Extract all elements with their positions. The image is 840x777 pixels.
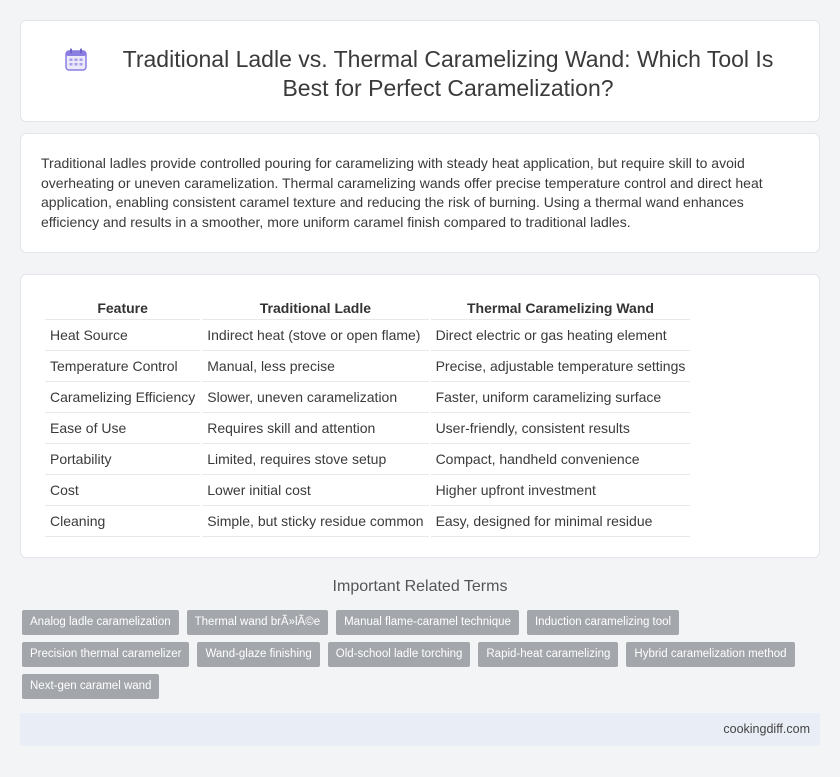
table-cell: Compact, handheld convenience <box>431 444 691 475</box>
table-cell: Faster, uniform caramelizing surface <box>431 382 691 413</box>
table-cell: Slower, uneven caramelization <box>202 382 428 413</box>
table-header-row <box>45 297 690 320</box>
related-term-tag[interactable]: Next-gen caramel wand <box>22 674 159 699</box>
tag-row <box>22 610 822 635</box>
table-cell: Higher upfront investment <box>431 475 691 506</box>
table-cell: Direct electric or gas heating element <box>431 320 691 351</box>
related-term-tag[interactable]: Precision thermal caramelizer <box>22 642 189 667</box>
table-cell: Cleaning <box>45 506 200 537</box>
comparison-card <box>20 274 820 558</box>
table-cell: Heat Source <box>45 320 200 351</box>
table-cell: Limited, requires stove setup <box>202 444 428 475</box>
related-term-tag[interactable]: Wand-glaze finishing <box>197 642 319 667</box>
table-cell: Portability <box>45 444 200 475</box>
table-cell: Easy, designed for minimal residue <box>431 506 691 537</box>
table-cell: Indirect heat (stove or open flame) <box>202 320 428 351</box>
table-cell: Caramelizing Efficiency <box>45 382 200 413</box>
table-cell: Requires skill and attention <box>202 413 428 444</box>
column-header-thermal-wand: Thermal Caramelizing Wand <box>431 297 691 320</box>
column-header-feature: Feature <box>45 297 200 320</box>
intro-card <box>20 133 820 253</box>
table-cell: Ease of Use <box>45 413 200 444</box>
table-cell: Simple, but sticky residue common <box>202 506 428 537</box>
related-term-tag[interactable]: Thermal wand brÃ»lÃ©e <box>187 610 328 635</box>
related-term-tag[interactable]: Hybrid caramelization method <box>626 642 794 667</box>
table-cell: User-friendly, consistent results <box>431 413 691 444</box>
related-terms-tags <box>22 610 822 706</box>
table-row <box>45 382 690 413</box>
column-header-traditional-ladle: Traditional Ladle <box>202 297 428 320</box>
table-row <box>45 475 690 506</box>
table-cell: Lower initial cost <box>202 475 428 506</box>
intro-paragraph: Traditional ladles provide controlled pouring for caramelizing with steady heat application, but require skill to avoid overheating or uneven caramelization. Thermal caramelizing wands offer precise temperature control and direct heat application, enabling consistent caramel texture and reducing the risk of burning. Using a thermal wand enhances efficiency and results in a smoother, more uniform caramel finish compared to traditional ladles. <box>41 155 763 230</box>
comparison-table <box>43 297 692 537</box>
related-terms-title: Important Related Terms <box>332 578 508 595</box>
related-term-tag[interactable]: Rapid-heat caramelizing <box>478 642 618 667</box>
related-term-tag[interactable]: Manual flame-caramel technique <box>336 610 519 635</box>
table-cell: Temperature Control <box>45 351 200 382</box>
tag-row <box>22 674 822 699</box>
table-cell: Manual, less precise <box>202 351 428 382</box>
table-row <box>45 444 690 475</box>
related-term-tag[interactable]: Analog ladle caramelization <box>22 610 179 635</box>
table-row <box>45 351 690 382</box>
related-term-tag[interactable]: Induction caramelizing tool <box>527 610 679 635</box>
site-link[interactable]: cookingdiff.com <box>723 722 810 736</box>
table-row <box>45 506 690 537</box>
page-title: Traditional Ladle vs. Thermal Caramelizing Wand: Which Tool Is Best for Perfect Caramelization? <box>122 46 774 101</box>
table-cell: Precise, adjustable temperature settings <box>431 351 691 382</box>
table-row <box>45 320 690 351</box>
title-card <box>20 20 820 122</box>
footer <box>20 713 820 746</box>
tag-row <box>22 642 822 667</box>
table-cell: Cost <box>45 475 200 506</box>
table-row <box>45 413 690 444</box>
related-term-tag[interactable]: Old-school ladle torching <box>328 642 471 667</box>
